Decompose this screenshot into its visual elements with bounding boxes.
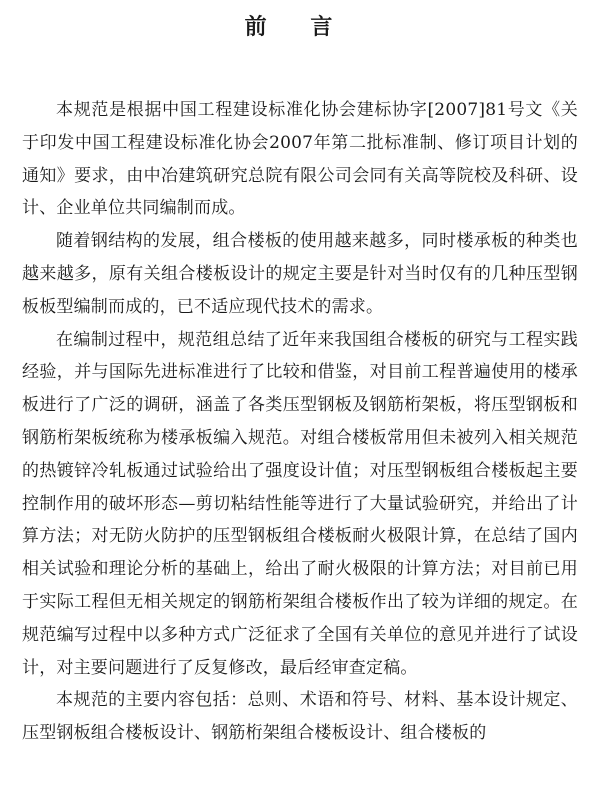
paragraph-1: 本规范是根据中国工程建设标准化协会建标协字[2007]81号文《关于印发中国工程建设标准化协会2007年第二批标准制、修订项目计划的通知》要求，由中冶建筑研究总院有限公司会同有关高等院校及科研、设计、企业单位共同编制而成。: [22, 100, 578, 219]
paragraph-3: 在编制过程中，规范组总结了近年来我国组合楼板的研究与工程实践经验，并与国际先进标准进行了比较和借鉴，对目前工程普遍使用的楼承板进行了广泛的调研，涵盖了各类压型钢板及钢筋桁架板，将压型钢板和钢筋桁架板统称为楼承板编入规范。对组合楼板常用但未被列入相关规范的热镀锌冷轧板通过试验给出了强度设计值；对压型钢板组合楼板起主要控制作用的破坏形态—剪切粘结性能等进行了大量试验研究，并给出了计算方法；对无防火防护的压型钢板组合楼板耐火极限计算，在总结了国内相关试验和理论分析的基础上，给出了耐火极限的计算方法；对目前已用于实际工程但无相关规定的钢筋桁架组合楼板作出了较为详细的规定。在规范编写过程中以多种方式广泛征求了全国有关单位的意见并进行了试设计，对主要问题进行了反复修改，最后经审查定稿。: [22, 329, 578, 678]
document-body: [22, 94, 578, 750]
paragraph-4: 本规范的主要内容包括：总则、术语和符号、材料、基本设计规定、压型钢板组合楼板设计、钢筋桁架组合楼板设计、组合楼板的: [22, 690, 578, 744]
paragraph-2: 随着钢结构的发展，组合楼板的使用越来越多，同时楼承板的种类也越来越多，原有关组合楼板设计的规定主要是针对当时仅有的几种压型钢板板型编制而成的，已不适应现代技术的需求。: [22, 231, 578, 317]
page-title: 前 言: [244, 15, 351, 40]
